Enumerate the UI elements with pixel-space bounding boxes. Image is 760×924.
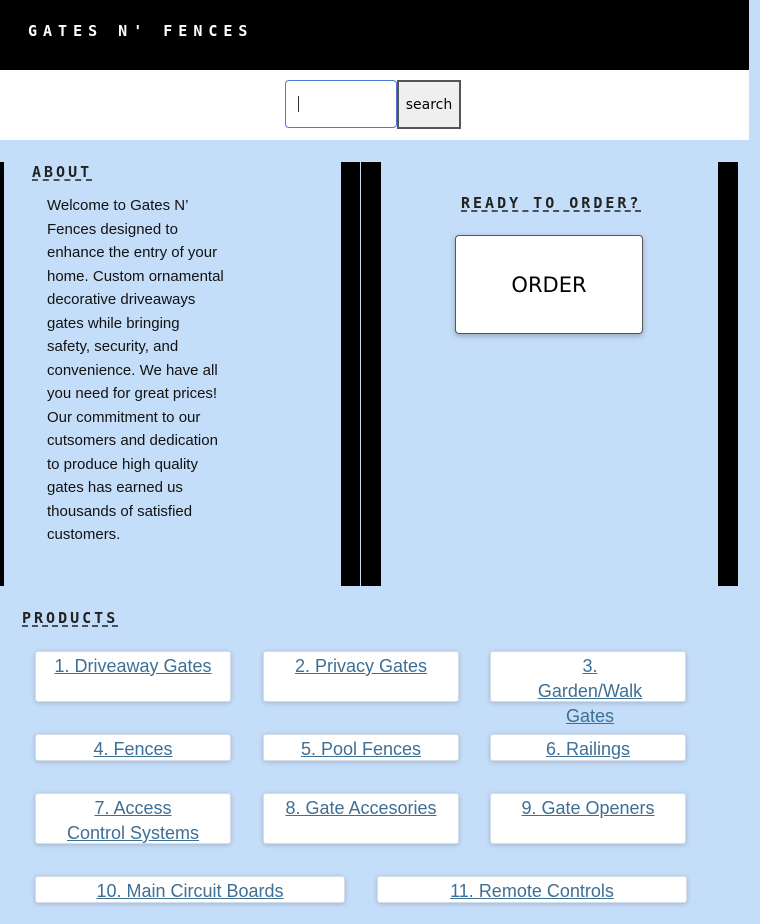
about-text: Welcome to Gates N’ Fences designed to enhance the entry of your home. Custom ornamental decorative driveaways gates while bringing safety, security, and convenience. We have all you need for great prices! Our commitment to our cutsomers and dedication to produce high quality gates has earned us thousands of satisfied customers.	[47, 197, 224, 543]
product-link-main-circuit-boards[interactable]: 10. Main Circuit Boards	[96, 881, 284, 901]
product-link-remote-controls[interactable]: 11. Remote Controls	[450, 881, 614, 901]
product-link-driveway-gates[interactable]: 1. Driveaway Gates	[54, 656, 212, 676]
product-link-access-control-systems[interactable]: 7. Access Control Systems	[66, 798, 200, 843]
product-card-gate-accesories	[263, 793, 459, 844]
right-divider-bar	[718, 162, 738, 586]
products-heading: PRODUCTS	[22, 609, 119, 627]
product-card-pool-fences	[263, 734, 459, 761]
product-link-gate-openers[interactable]: 9. Gate Openers	[521, 798, 655, 818]
center-divider-bar-right	[361, 162, 381, 586]
product-card-remote-controls	[377, 876, 687, 903]
product-card-gate-openers	[490, 793, 686, 844]
search-input[interactable]	[285, 80, 397, 128]
about-heading: ABOUT	[32, 163, 93, 181]
product-link-fences[interactable]: 4. Fences	[93, 739, 173, 759]
center-divider-bar-left	[341, 162, 360, 586]
product-card-garden-walk-gates	[490, 651, 686, 726]
product-card-driveway-gates	[35, 651, 231, 702]
order-heading: READY TO ORDER?	[461, 194, 642, 212]
text-caret	[298, 96, 299, 112]
product-card-railings	[490, 734, 686, 761]
product-link-gate-accesories[interactable]: 8. Gate Accesories	[285, 798, 437, 818]
order-button[interactable]: ORDER	[455, 235, 643, 334]
product-card-fences	[35, 734, 231, 761]
search-button[interactable]: search	[397, 80, 461, 129]
product-link-privacy-gates[interactable]: 2. Privacy Gates	[294, 656, 428, 676]
site-header	[0, 0, 749, 70]
product-card-main-circuit-boards	[35, 876, 345, 903]
product-card-privacy-gates	[263, 651, 459, 702]
product-link-railings[interactable]: 6. Railings	[545, 739, 631, 759]
left-divider-bar	[0, 162, 4, 586]
site-brand: GATES N' FENCES	[28, 22, 254, 40]
product-link-garden-walk-gates[interactable]: 3. Garden/Walk Gates	[537, 656, 643, 726]
product-card-access-control-systems	[35, 793, 231, 844]
product-link-pool-fences[interactable]: 5. Pool Fences	[300, 739, 422, 759]
